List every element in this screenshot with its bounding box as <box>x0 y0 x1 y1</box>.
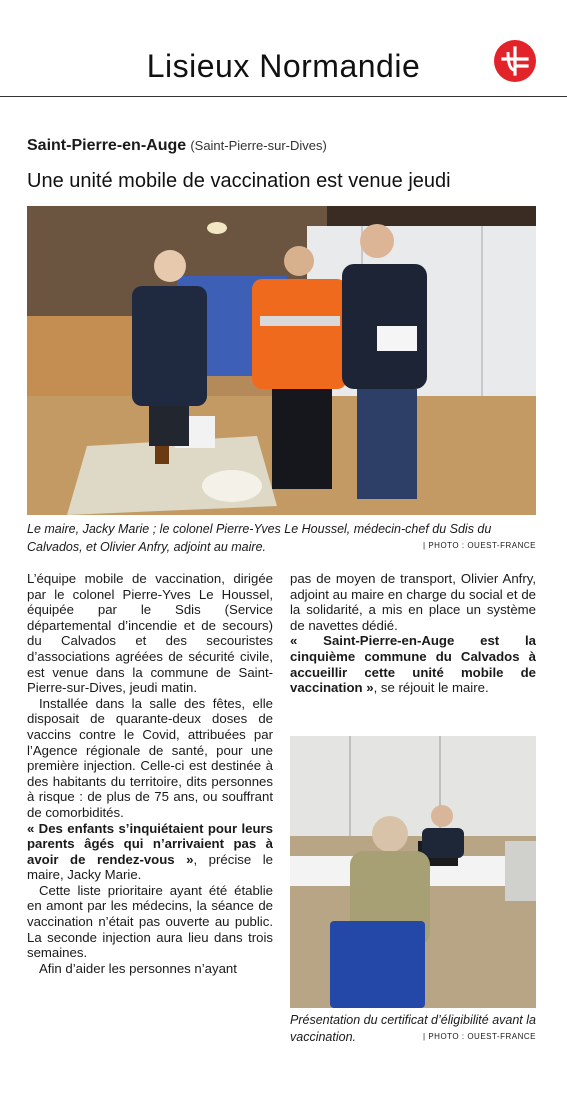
location-name: Saint-Pierre-en-Auge <box>27 137 187 154</box>
paragraph: L’équipe mobile de vaccination, dirigée par le colonel Pierre-Yves Le Houssel, équipée par le Sdis (Service départemental d’incendie et de secours) du Calvados et des secouristes d’associations agréées de sécurité civile, est venue dans la commune de Saint-Pierre-sur-Dives, jeudi matin. <box>27 571 273 696</box>
caption-2-text: Présentation du certificat d’éligibilité avant la vaccination. <box>290 1013 536 1044</box>
paragraph: Cette liste prioritaire ayant été établie en amont par les médecins, la séance de vaccination n’était pas ouverte au public. La seconde injection aura lieu dans trois semaines. <box>27 882 273 961</box>
paragraph: pas de moyen de transport, Olivier Anfry, adjoint au maire en charge du social et de la solidarité, a mis en place un système de navettes dédié. <box>290 571 536 633</box>
header-divider <box>0 96 567 97</box>
article-column-1 <box>27 571 273 976</box>
quote-paragraph <box>27 821 273 883</box>
photo-credit-2: | PHOTO : OUEST-FRANCE <box>423 1032 536 1041</box>
quote-attribution: , se réjouit le maire. <box>373 680 489 696</box>
caption-1-text: Le maire, Jacky Marie ; le colonel Pierre-Yves Le Houssel, médecin-chef du Sdis du Calvados, et Olivier Anfry, adjoint au maire. <box>27 522 492 554</box>
section-title: Lisieux Normandie <box>146 48 421 84</box>
article-location <box>27 137 327 155</box>
paragraph: Installée dans la salle des fêtes, elle disposait de quarante-deux doses de vaccins contre le Covid, attribuées par l’Agence régionale de santé, pour une première injection. Celle-ci est destinée à des habitants du territoire, dits personnes à risque : de plus de 75 ans, ou souffrant de comorbidités. <box>27 695 273 820</box>
page-header <box>0 0 567 97</box>
paragraph: Afin d’aider les personnes n’ayant <box>39 960 237 976</box>
location-sub: (Saint-Pierre-sur-Dives) <box>190 138 327 153</box>
ouest-france-logo-icon <box>494 40 536 82</box>
photo-credit-1: | PHOTO : OUEST-FRANCE <box>423 541 536 550</box>
article-headline: Une unité mobile de vaccination est venue jeudi <box>27 170 451 192</box>
photo-caption-1 <box>27 520 536 556</box>
article-photo-vaccination <box>290 736 536 1008</box>
article-photo-officials <box>27 206 536 515</box>
mayor-quote: « Des enfants s’inquiétaient pour leurs parents âgés qui n’arrivaient pas à avoir de rendez-vous » <box>27 820 273 867</box>
quote-paragraph <box>290 633 536 695</box>
mayor-quote: « Saint-Pierre-en-Auge est la cinquième commune du Calvados à accueillir cette unité mobile de vaccination » <box>290 633 536 696</box>
photo-caption-2 <box>290 1012 536 1046</box>
quote-attribution: , précise le maire, Jacky Marie. <box>27 851 273 883</box>
article-column-2 <box>290 571 536 696</box>
